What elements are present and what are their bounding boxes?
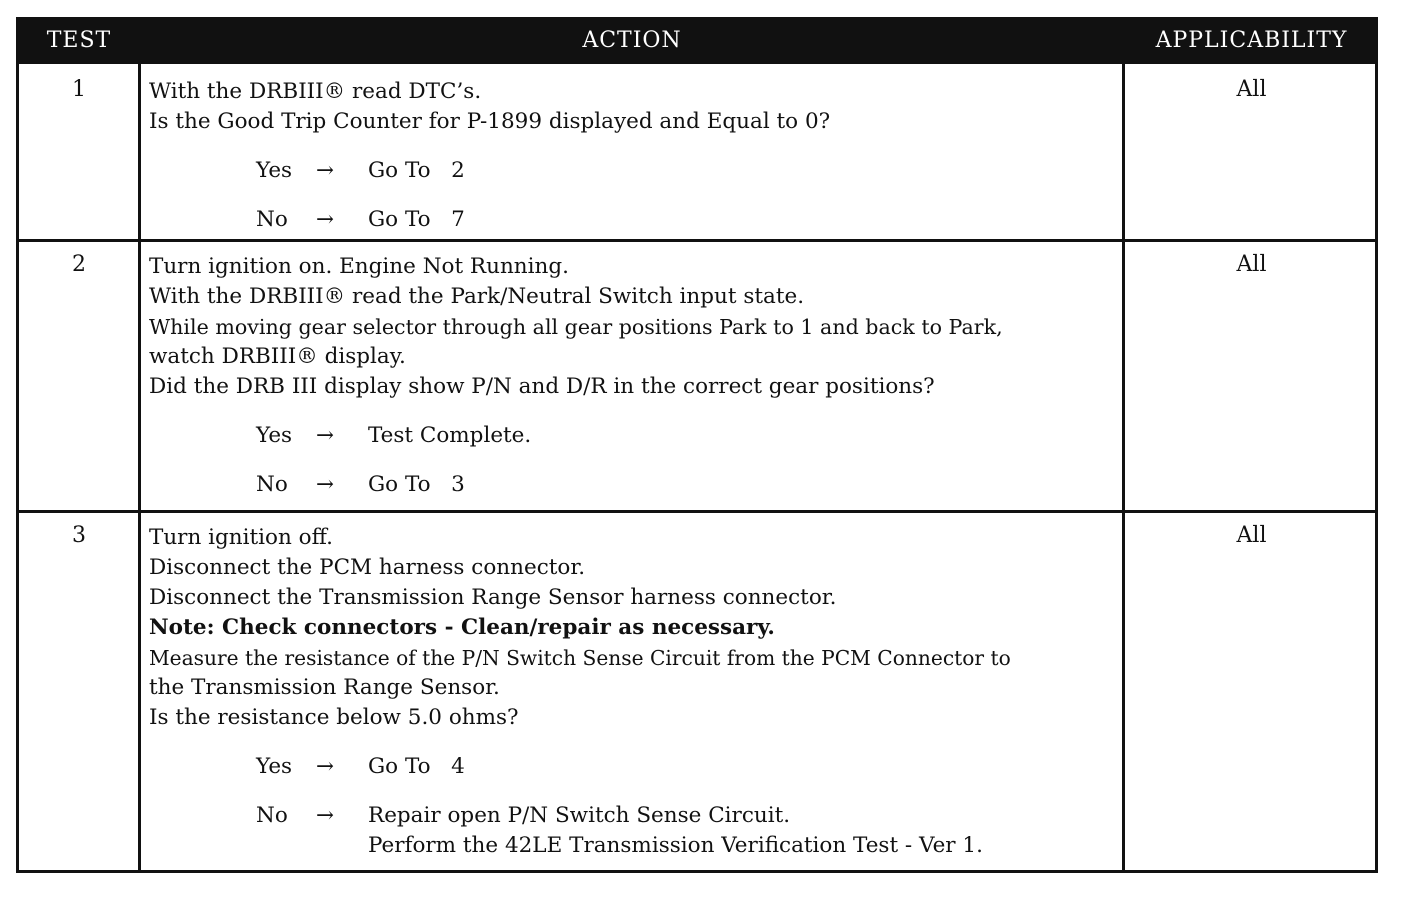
action-line: Turn ignition on. Engine Not Running.: [149, 254, 569, 279]
test-number: 3: [72, 523, 86, 548]
branch-label: Yes: [256, 423, 293, 448]
action-cell: [149, 523, 1121, 861]
action-line: watch DRBIII® display.: [149, 344, 406, 369]
branch-no: [256, 470, 1121, 500]
branch-label: Yes: [256, 754, 293, 779]
table-row: [19, 67, 1375, 239]
branch-result-line: Repair open P/N Switch Sense Circuit.: [368, 803, 791, 828]
applicability-value: All: [1236, 77, 1267, 102]
branch-result-line: Go To 4: [368, 754, 465, 779]
action-line: Did the DRB III display show P/N and D/R in the correct gear positions?: [149, 374, 935, 399]
diagnostic-test-table: [16, 17, 1378, 873]
note-line: Note: Check connectors - Clean/repair as necessary.: [149, 615, 775, 640]
branch-result-line: Go To 7: [368, 207, 465, 232]
branch-result: [368, 156, 465, 186]
branch-yes: [256, 421, 1121, 451]
branch-list: [256, 421, 1121, 500]
branch-label: No: [256, 207, 288, 232]
right-arrow-icon: →: [316, 207, 335, 232]
table-row: [19, 242, 1375, 510]
applicability-value: All: [1236, 252, 1267, 277]
branch-label: No: [256, 803, 288, 828]
branch-result: [368, 752, 465, 782]
branch-no: [256, 205, 1121, 235]
branch-label: Yes: [256, 158, 293, 183]
header-action: ACTION: [582, 28, 682, 53]
table-row: [19, 513, 1375, 873]
action-line: Is the resistance below 5.0 ohms?: [149, 705, 519, 730]
header-test: TEST: [46, 28, 112, 53]
branch-label: No: [256, 472, 288, 497]
right-arrow-icon: →: [316, 754, 335, 779]
action-cell: [149, 77, 1121, 235]
branch-result: [368, 470, 465, 500]
action-line: While moving gear selector through all gear positions Park to 1 and back to Park,: [149, 315, 1003, 339]
action-line: Is the Good Trip Counter for P-1899 displayed and Equal to 0?: [149, 109, 831, 134]
branch-result-line: Test Complete.: [368, 423, 532, 448]
branch-result-line: Go To 2: [368, 158, 465, 183]
action-line: Disconnect the PCM harness connector.: [149, 555, 586, 580]
branch-yes: [256, 752, 1121, 782]
branch-result-line: Perform the 42LE Transmission Verification Test - Ver 1.: [368, 833, 983, 858]
branch-list: [256, 156, 1121, 235]
branch-result: [368, 421, 531, 451]
branch-yes: [256, 156, 1121, 186]
action-line: With the DRBIII® read DTC’s.: [149, 79, 482, 104]
branch-result: [368, 205, 465, 235]
action-line: With the DRBIII® read the Park/Neutral Switch input state.: [149, 284, 805, 309]
branch-list: [256, 752, 1121, 861]
branch-no: [256, 801, 1121, 861]
test-number: 1: [72, 77, 86, 102]
right-arrow-icon: →: [316, 423, 335, 448]
applicability-value: All: [1236, 523, 1267, 548]
action-line: the Transmission Range Sensor.: [149, 675, 500, 700]
action-line: Disconnect the Transmission Range Sensor harness connector.: [149, 585, 837, 610]
right-arrow-icon: →: [316, 803, 335, 828]
branch-result: [368, 801, 983, 861]
header-applicability: APPLICABILITY: [1155, 28, 1348, 53]
branch-result-line: Go To 3: [368, 472, 465, 497]
action-line: Turn ignition off.: [149, 525, 333, 550]
right-arrow-icon: →: [316, 158, 335, 183]
test-number: 2: [72, 252, 86, 277]
action-cell: [149, 252, 1121, 500]
table-header: [19, 20, 1375, 64]
right-arrow-icon: →: [316, 472, 335, 497]
action-line: Measure the resistance of the P/N Switch Sense Circuit from the PCM Connector to: [149, 646, 1011, 670]
